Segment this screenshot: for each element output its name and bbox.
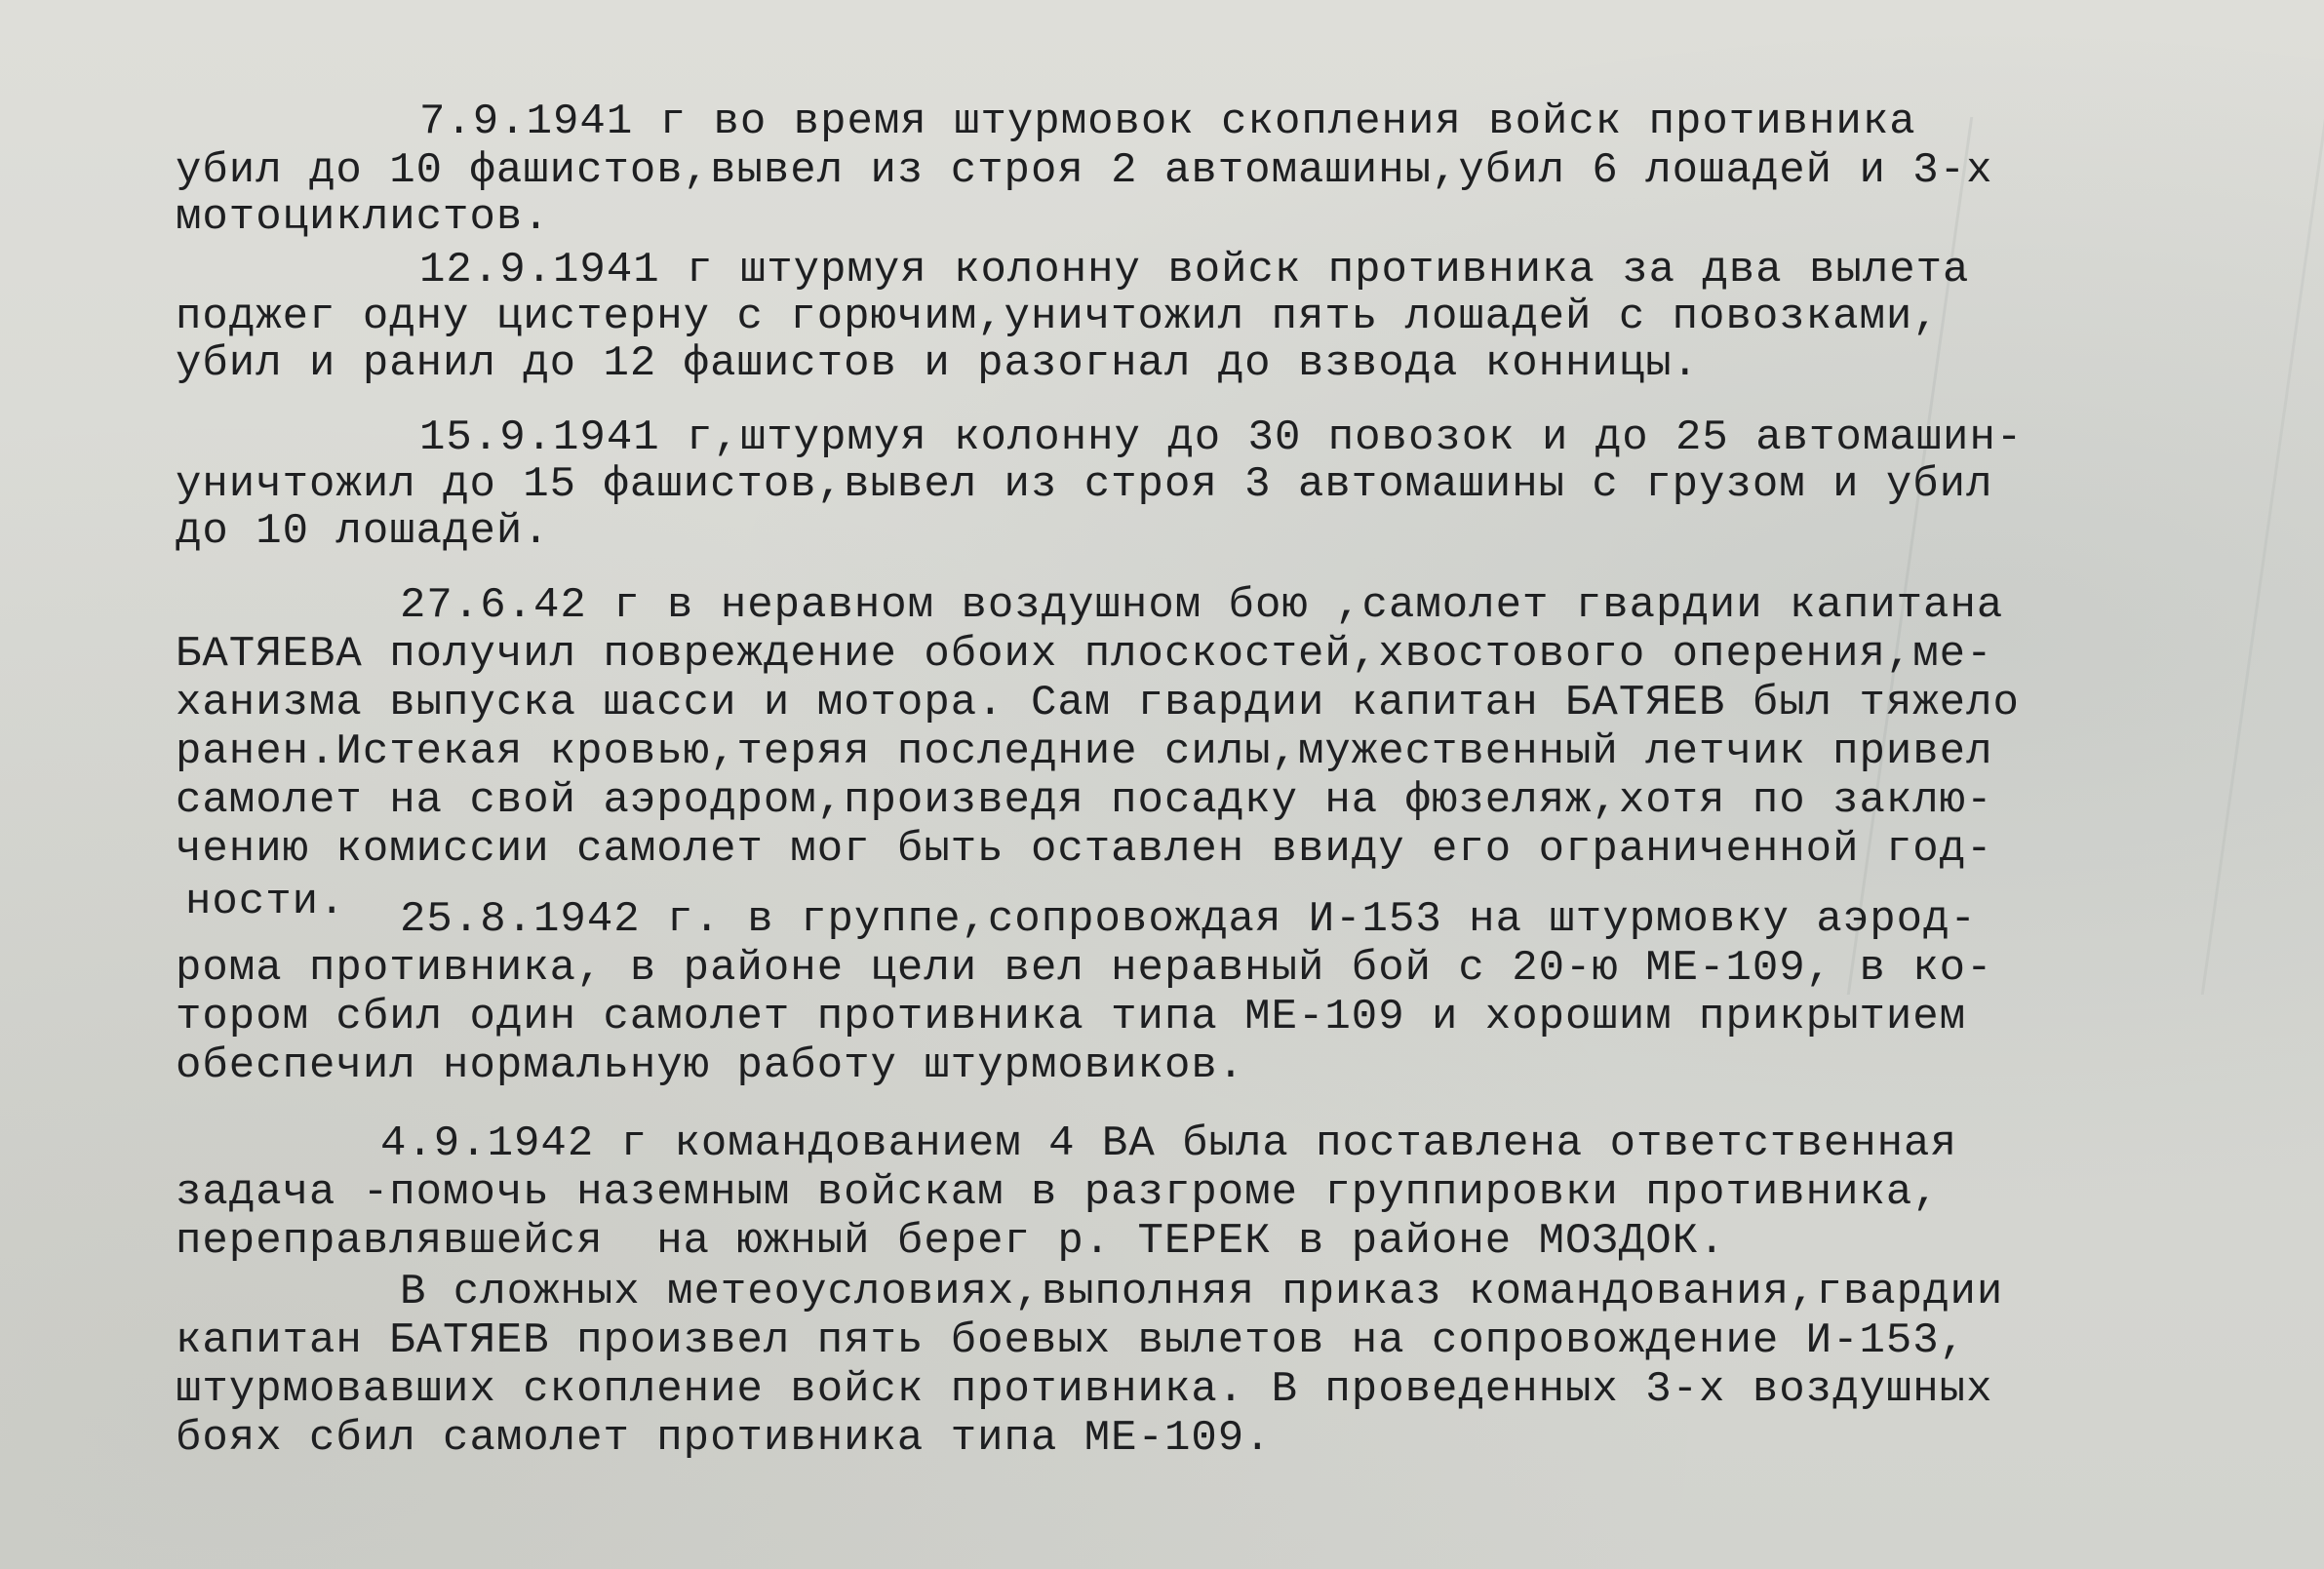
text-line: поджег одну цистерну с горючим,уничтожил пять лошадей с повозками, <box>176 293 1940 341</box>
text-line: мотоциклистов. <box>176 193 550 242</box>
text-line: штурмовавших скопление войск противника. В проведенных 3-х воздушных <box>176 1365 1993 1414</box>
text-line: 4.9.1942 г командованием 4 ВА была поставлена ответственная <box>380 1119 1957 1168</box>
text-line: задача -помочь наземным войскам в разгроме группировки противника, <box>176 1168 1940 1217</box>
text-line: рома противника, в районе цели вел неравный бой с 20-ю МЕ-109, в ко- <box>176 944 1993 993</box>
text-line: 7.9.1941 г во время штурмовок скопления войск противника <box>419 98 1916 146</box>
text-line: переправлявшейся на южный берег р. ТЕРЕК в районе МОЗДОК. <box>176 1217 1726 1266</box>
text-line: уничтожил до 15 фашистов,вывел из строя 3 автомашины с грузом и убил <box>176 460 1993 509</box>
text-line: ранен.Истекая кровью,теряя последние силы,мужественный летчик привел <box>176 727 1993 776</box>
text-line: убил до 10 фашистов,вывел из строя 2 автомашины,убил 6 лошадей и 3-х <box>176 146 1993 195</box>
text-line: до 10 лошадей. <box>176 507 550 556</box>
text-line: 12.9.1941 г штурмуя колонну войск противника за два вылета <box>419 246 1970 294</box>
text-line: убил и ранил до 12 фашистов и разогнал до взвода конницы. <box>176 339 1700 388</box>
text-line: БАТЯЕВА получил повреждение обоих плоскостей,хвостового оперения,ме- <box>176 630 1993 679</box>
text-line: 27.6.42 г в неравном воздушном бою ,самолет гвардии капитана <box>400 581 2004 630</box>
text-line: В сложных метеоусловиях,выполняя приказ командования,гвардии <box>400 1268 2004 1316</box>
text-line: самолет на свой аэродром,произведя посадку на фюзеляж,хотя по заклю- <box>176 776 1993 825</box>
text-line: тором сбил один самолет противника типа МЕ-109 и хорошим прикрытием <box>176 993 1967 1041</box>
text-line: 15.9.1941 г,штурмуя колонну до 30 повозок и до 25 автомашин- <box>419 413 2024 462</box>
text-line: 25.8.1942 г. в группе,сопровождая И-153 на штурмовку аэрод- <box>400 895 1977 944</box>
text-line: обеспечил нормальную работу штурмовиков. <box>176 1041 1245 1090</box>
text-line: чению комиссии самолет мог быть оставлен ввиду его ограниченной год- <box>176 825 1993 874</box>
text-line: капитан БАТЯЕВ произвел пять боевых вылетов на сопровождение И-153, <box>176 1316 1967 1365</box>
text-line: ности. <box>185 878 346 926</box>
text-line: ханизма выпуска шасси и мотора. Сам гвардии капитан БАТЯЕВ был тяжело <box>176 679 2020 727</box>
text-line: боях сбил самолет противника типа МЕ-109. <box>176 1414 1272 1463</box>
